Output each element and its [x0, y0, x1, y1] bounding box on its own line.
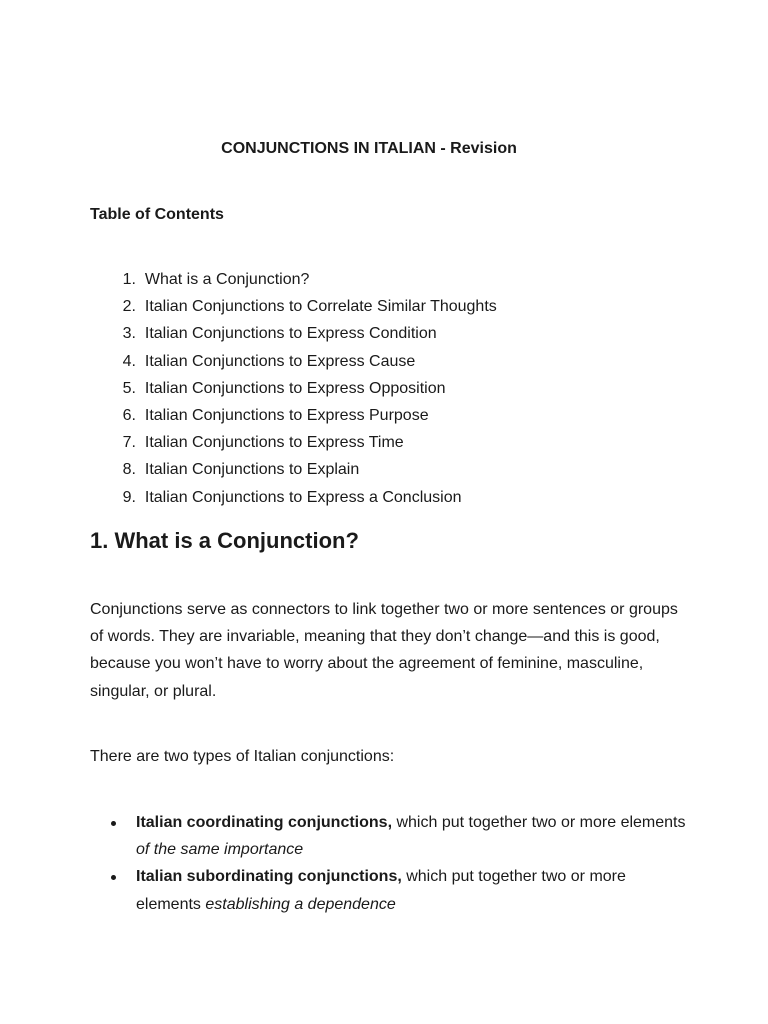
toc-item-text: Italian Conjunctions to Express a Conclusion: [144, 488, 462, 506]
section-heading: 1. What is a Conjunction?: [90, 528, 359, 553]
list-item-text: which put together two or more elements: [136, 868, 626, 913]
toc-item: [90, 324, 497, 351]
toc-item-text: Italian Conjunctions to Express Cause: [144, 352, 416, 370]
toc-item-number: 9.: [122, 488, 136, 506]
toc-item-number: 7.: [122, 434, 136, 452]
toc-heading: Table of Contents: [90, 206, 224, 223]
toc-item-number: 4.: [122, 352, 136, 370]
list-item: [108, 809, 688, 863]
toc-item: [90, 488, 497, 515]
toc-item-number: 2.: [122, 298, 136, 316]
conjunction-types-list: [108, 809, 688, 918]
toc-item-text: Italian Conjunctions to Express Condition: [144, 325, 437, 343]
bullet-icon: [111, 821, 116, 826]
toc-item: [90, 433, 497, 460]
list-item: [108, 863, 688, 917]
body-paragraph: Conjunctions serve as connectors to link together two or more sentences or groups of words. They are invariable, meaning that they don’t change—and this is good, because you won’t have to worry about the agreement of feminine, masculine, singular, or plural.: [90, 601, 678, 700]
toc-item: [90, 352, 497, 379]
body-paragraph: There are two types of Italian conjunctions:: [90, 748, 395, 765]
toc-item: [90, 379, 497, 406]
toc-item-number: 6.: [122, 406, 136, 424]
bullet-icon: [111, 875, 116, 880]
list-item-text: which put together two or more elements: [392, 814, 686, 831]
list-item-term: Italian coordinating conjunctions,: [136, 814, 393, 831]
toc-item-text: What is a Conjunction?: [144, 271, 310, 288]
toc-item-number: 8.: [122, 461, 136, 479]
toc-item-text: Italian Conjunctions to Express Opposition: [144, 379, 446, 397]
toc-item-text: Italian Conjunctions to Express Time: [144, 434, 404, 452]
toc-item-text: Italian Conjunctions to Explain: [144, 461, 360, 479]
list-item-term: Italian subordinating conjunctions,: [136, 868, 402, 886]
toc-item: [90, 297, 497, 324]
toc-item-text: Italian Conjunctions to Correlate Similar Thoughts: [144, 298, 497, 316]
document-title: CONJUNCTIONS IN ITALIAN - Revision: [221, 140, 517, 157]
list-item-emphasis: of the same importance: [136, 841, 304, 859]
table-of-contents: [90, 270, 497, 515]
toc-item: [90, 406, 497, 433]
toc-item: [90, 270, 497, 297]
toc-item-number: 5.: [122, 379, 136, 397]
toc-item-number: 3.: [122, 325, 136, 343]
toc-item-text: Italian Conjunctions to Express Purpose: [144, 406, 429, 424]
list-item-emphasis: establishing a dependence: [205, 895, 396, 913]
toc-item: [90, 460, 497, 487]
toc-item-number: 1.: [122, 271, 136, 288]
